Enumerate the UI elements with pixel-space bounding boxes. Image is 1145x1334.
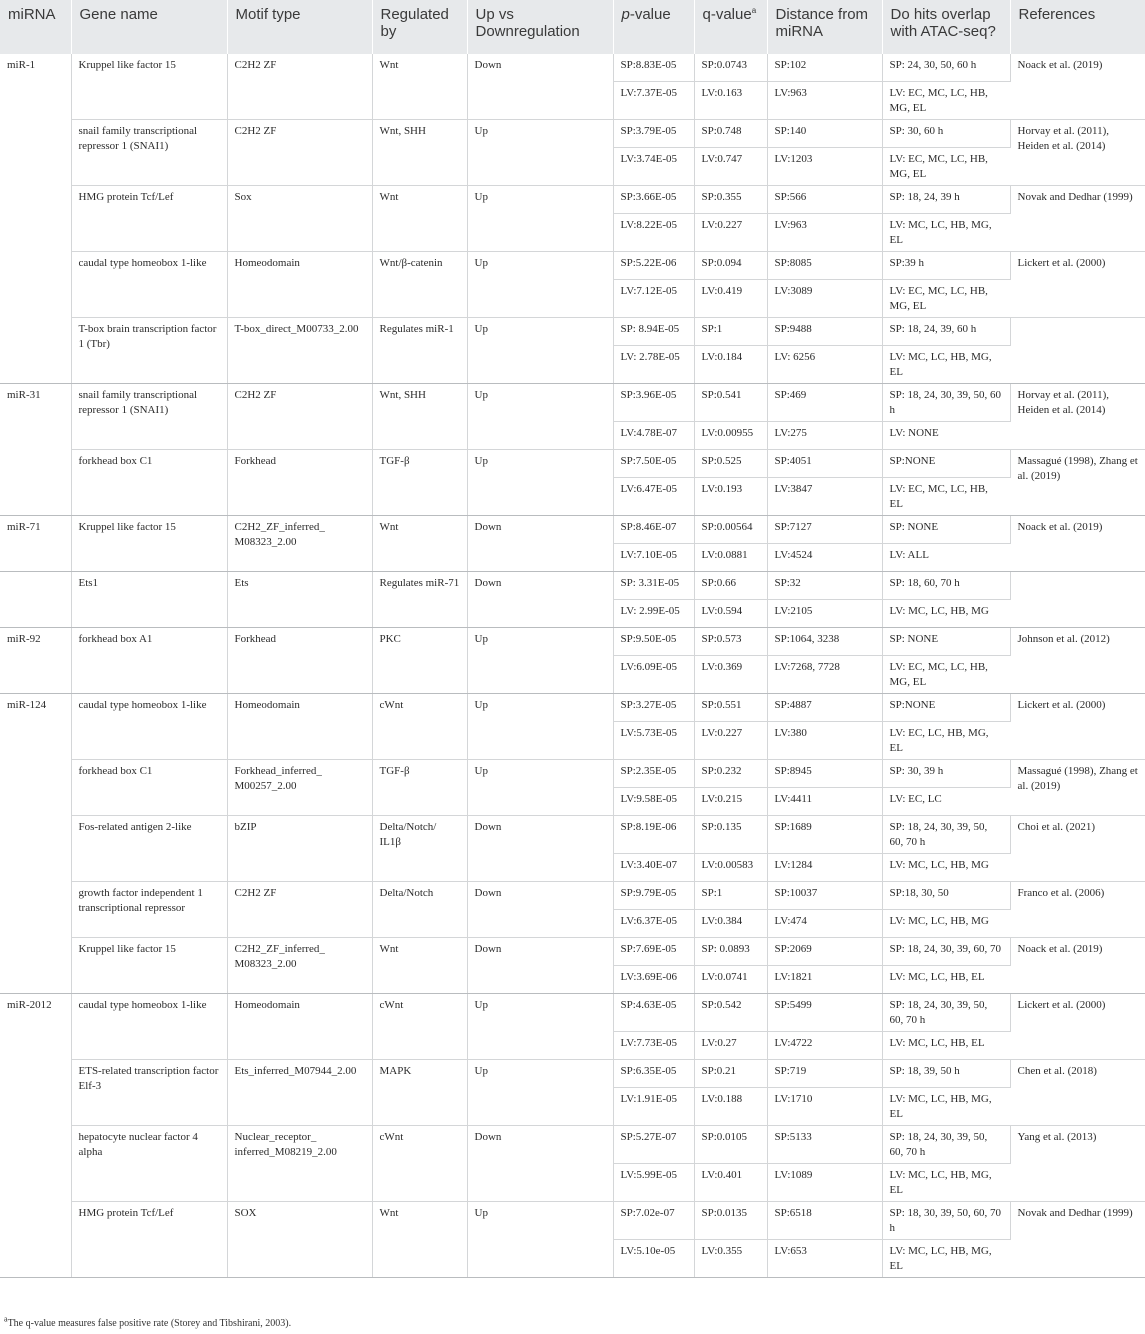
- distance-sp-cell: SP:5133: [767, 1126, 882, 1164]
- pvalue-lv-cell: LV:9.58E-05: [613, 788, 694, 816]
- up-down-cell: Up: [467, 186, 613, 252]
- qvalue-lv-cell: LV:0.00583: [694, 854, 767, 882]
- regulated-by-cell: Wnt, SHH: [372, 120, 467, 186]
- atac-sp-cell: SP: 18, 24, 30, 39, 50, 60, 70 h: [882, 994, 1010, 1032]
- pvalue-lv-cell: LV:1.91E-05: [613, 1088, 694, 1126]
- atac-lv-cell: LV: EC, MC, LC, HB, MG, EL: [882, 280, 1010, 318]
- up-down-cell: Down: [467, 938, 613, 994]
- table-row: [0, 1060, 1145, 1088]
- reference-cell: Massagué (1998), Zhang et al. (2019): [1010, 450, 1145, 516]
- reference-cell: Lickert et al. (2000): [1010, 694, 1145, 760]
- qvalue-sp-cell: SP:1: [694, 318, 767, 346]
- col-header-regulated: Regulated by: [372, 0, 467, 54]
- up-down-cell: Up: [467, 1202, 613, 1278]
- motif-type-cell: C2H2 ZF: [227, 882, 372, 938]
- gene-name-cell: caudal type homeobox 1-like: [71, 694, 227, 760]
- mirna-cell: miR-92: [0, 628, 71, 694]
- pvalue-sp-cell: SP:3.66E-05: [613, 186, 694, 214]
- gene-name-cell: Ets1: [71, 572, 227, 628]
- pvalue-lv-cell: LV: 2.99E-05: [613, 600, 694, 628]
- reference-cell: Noack et al. (2019): [1010, 938, 1145, 994]
- table-row: [0, 318, 1145, 346]
- reference-cell: [1010, 572, 1145, 628]
- motif-type-cell: Forkhead_inferred_ M00257_2.00: [227, 760, 372, 816]
- pvalue-sp-cell: SP:3.27E-05: [613, 694, 694, 722]
- distance-lv-cell: LV:4722: [767, 1032, 882, 1060]
- qvalue-sp-cell: SP: 0.0893: [694, 938, 767, 966]
- reference-cell: Choi et al. (2021): [1010, 816, 1145, 882]
- distance-lv-cell: LV:963: [767, 82, 882, 120]
- up-down-cell: Up: [467, 694, 613, 760]
- col-header-atac: Do hits overlap with ATAC-seq?: [882, 0, 1010, 54]
- motif-type-cell: C2H2_ZF_inferred_ M08323_2.00: [227, 516, 372, 572]
- atac-lv-cell: LV: MC, LC, HB, MG: [882, 910, 1010, 938]
- gene-name-cell: forkhead box C1: [71, 450, 227, 516]
- atac-sp-cell: SP: 18, 24, 30, 39, 50, 60, 70 h: [882, 816, 1010, 854]
- atac-sp-cell: SP: NONE: [882, 516, 1010, 544]
- qvalue-sp-cell: SP:0.551: [694, 694, 767, 722]
- qvalue-lv-cell: LV:0.215: [694, 788, 767, 816]
- regulated-by-cell: Wnt: [372, 938, 467, 994]
- up-down-cell: Up: [467, 994, 613, 1060]
- distance-sp-cell: SP:7127: [767, 516, 882, 544]
- pvalue-sp-cell: SP:3.79E-05: [613, 120, 694, 148]
- atac-lv-cell: LV: MC, LC, HB, EL: [882, 966, 1010, 994]
- qvalue-lv-cell: LV:0.184: [694, 346, 767, 384]
- motif-type-cell: C2H2_ZF_inferred_ M08323_2.00: [227, 938, 372, 994]
- motif-type-cell: Homeodomain: [227, 694, 372, 760]
- qvalue-lv-cell: LV:0.401: [694, 1164, 767, 1202]
- atac-sp-cell: SP: 18, 24, 39 h: [882, 186, 1010, 214]
- distance-lv-cell: LV: 6256: [767, 346, 882, 384]
- gene-name-cell: Kruppel like factor 15: [71, 54, 227, 120]
- qvalue-lv-cell: LV:0.193: [694, 478, 767, 516]
- motif-type-cell: Sox: [227, 186, 372, 252]
- motif-type-cell: bZIP: [227, 816, 372, 882]
- qvalue-sp-cell: SP:0.0135: [694, 1202, 767, 1240]
- table-row: [0, 516, 1145, 544]
- atac-lv-cell: LV: EC, MC, LC, HB, MG, EL: [882, 82, 1010, 120]
- pvalue-sp-cell: SP:6.35E-05: [613, 1060, 694, 1088]
- regulated-by-cell: Wnt: [372, 186, 467, 252]
- atac-sp-cell: SP: NONE: [882, 628, 1010, 656]
- pvalue-sp-cell: SP:8.19E-06: [613, 816, 694, 854]
- gene-name-cell: HMG protein Tcf/Lef: [71, 186, 227, 252]
- reference-cell: Lickert et al. (2000): [1010, 252, 1145, 318]
- gene-name-cell: forkhead box C1: [71, 760, 227, 816]
- atac-lv-cell: LV: MC, LC, HB, EL: [882, 1032, 1010, 1060]
- pvalue-sp-cell: SP: 8.94E-05: [613, 318, 694, 346]
- qvalue-sp-cell: SP:0.541: [694, 384, 767, 422]
- qvalue-sp-cell: SP:0.66: [694, 572, 767, 600]
- up-down-cell: Up: [467, 450, 613, 516]
- qvalue-sp-cell: SP:1: [694, 882, 767, 910]
- distance-sp-cell: SP:6518: [767, 1202, 882, 1240]
- motif-type-cell: C2H2 ZF: [227, 120, 372, 186]
- distance-lv-cell: LV:1203: [767, 148, 882, 186]
- qvalue-lv-cell: LV:0.594: [694, 600, 767, 628]
- atac-sp-cell: SP: 24, 30, 50, 60 h: [882, 54, 1010, 82]
- atac-lv-cell: LV: ALL: [882, 544, 1010, 572]
- atac-lv-cell: LV: MC, LC, HB, MG, EL: [882, 1088, 1010, 1126]
- atac-lv-cell: LV: EC, MC, LC, HB, MG, EL: [882, 656, 1010, 694]
- reference-cell: Novak and Dedhar (1999): [1010, 1202, 1145, 1278]
- motif-type-cell: C2H2 ZF: [227, 384, 372, 450]
- pvalue-lv-cell: LV: 2.78E-05: [613, 346, 694, 384]
- mirna-cell: miR-71: [0, 516, 71, 572]
- atac-sp-cell: SP: 18, 30, 39, 50, 60, 70 h: [882, 1202, 1010, 1240]
- atac-lv-cell: LV: MC, LC, HB, MG, EL: [882, 346, 1010, 384]
- pvalue-sp-cell: SP:9.79E-05: [613, 882, 694, 910]
- pvalue-lv-cell: LV:7.73E-05: [613, 1032, 694, 1060]
- regulated-by-cell: cWnt: [372, 1126, 467, 1202]
- reference-cell: Massagué (1998), Zhang et al. (2019): [1010, 760, 1145, 816]
- gene-name-cell: caudal type homeobox 1-like: [71, 252, 227, 318]
- qvalue-sp-cell: SP:0.135: [694, 816, 767, 854]
- col-header-references: References: [1010, 0, 1145, 54]
- table-row: [0, 384, 1145, 422]
- reference-cell: Yang et al. (2013): [1010, 1126, 1145, 1202]
- regulated-by-cell: Wnt: [372, 516, 467, 572]
- motif-type-cell: Forkhead: [227, 450, 372, 516]
- qvalue-lv-cell: LV:0.188: [694, 1088, 767, 1126]
- pvalue-sp-cell: SP:4.63E-05: [613, 994, 694, 1032]
- up-down-cell: Up: [467, 318, 613, 384]
- qvalue-lv-cell: LV:0.369: [694, 656, 767, 694]
- reference-cell: Lickert et al. (2000): [1010, 994, 1145, 1060]
- pvalue-lv-cell: LV:6.09E-05: [613, 656, 694, 694]
- up-down-cell: Down: [467, 816, 613, 882]
- table-row: [0, 694, 1145, 722]
- pvalue-lv-cell: LV:6.47E-05: [613, 478, 694, 516]
- table-row: [0, 882, 1145, 910]
- atac-lv-cell: LV: MC, LC, HB, MG, EL: [882, 1164, 1010, 1202]
- regulated-by-cell: TGF-β: [372, 760, 467, 816]
- regulated-by-cell: Wnt: [372, 54, 467, 120]
- pvalue-lv-cell: LV:3.69E-06: [613, 966, 694, 994]
- distance-sp-cell: SP:719: [767, 1060, 882, 1088]
- pvalue-sp-cell: SP:5.22E-06: [613, 252, 694, 280]
- p-rest: -value: [629, 6, 671, 23]
- distance-lv-cell: LV:275: [767, 422, 882, 450]
- qvalue-sp-cell: SP:0.748: [694, 120, 767, 148]
- distance-sp-cell: SP:4887: [767, 694, 882, 722]
- reference-cell: Johnson et al. (2012): [1010, 628, 1145, 694]
- gene-name-cell: hepatocyte nuclear factor 4 alpha: [71, 1126, 227, 1202]
- regulated-by-cell: MAPK: [372, 1060, 467, 1126]
- gene-name-cell: T-box brain transcription factor 1 (Tbr): [71, 318, 227, 384]
- header-row: [0, 0, 1145, 54]
- atac-lv-cell: LV: MC, LC, HB, MG, EL: [882, 214, 1010, 252]
- reference-cell: Franco et al. (2006): [1010, 882, 1145, 938]
- table-row: [0, 1126, 1145, 1164]
- table-body: [0, 54, 1145, 1278]
- atac-sp-cell: SP: 18, 60, 70 h: [882, 572, 1010, 600]
- col-header-motif: Motif type: [227, 0, 372, 54]
- distance-sp-cell: SP:1064, 3238: [767, 628, 882, 656]
- distance-lv-cell: LV:4411: [767, 788, 882, 816]
- qvalue-lv-cell: LV:0.419: [694, 280, 767, 318]
- table-row: [0, 450, 1145, 478]
- col-header-distance: Distance from miRNA: [767, 0, 882, 54]
- qvalue-lv-cell: LV:0.227: [694, 722, 767, 760]
- up-down-cell: Up: [467, 252, 613, 318]
- atac-sp-cell: SP: 30, 39 h: [882, 760, 1010, 788]
- qvalue-lv-cell: LV:0.27: [694, 1032, 767, 1060]
- q-footnote-mark: a: [751, 6, 757, 15]
- qvalue-sp-cell: SP:0.094: [694, 252, 767, 280]
- regulated-by-cell: Delta/Notch: [372, 882, 467, 938]
- atac-lv-cell: LV: MC, LC, HB, MG, EL: [882, 1240, 1010, 1278]
- up-down-cell: Down: [467, 516, 613, 572]
- pvalue-lv-cell: LV:5.73E-05: [613, 722, 694, 760]
- table-row: [0, 760, 1145, 788]
- col-header-gene: Gene name: [71, 0, 227, 54]
- regulated-by-cell: Regulates miR-1: [372, 318, 467, 384]
- atac-sp-cell: SP: 18, 24, 30, 39, 50, 60 h: [882, 384, 1010, 422]
- atac-lv-cell: LV: MC, LC, HB, MG: [882, 600, 1010, 628]
- pvalue-sp-cell: SP:3.96E-05: [613, 384, 694, 422]
- distance-lv-cell: LV:474: [767, 910, 882, 938]
- qvalue-lv-cell: LV:0.00955: [694, 422, 767, 450]
- table-row: [0, 252, 1145, 280]
- qvalue-sp-cell: SP:0.00564: [694, 516, 767, 544]
- reference-cell: Noack et al. (2019): [1010, 516, 1145, 572]
- up-down-cell: Down: [467, 54, 613, 120]
- pvalue-lv-cell: LV:6.37E-05: [613, 910, 694, 938]
- up-down-cell: Down: [467, 1126, 613, 1202]
- atac-sp-cell: SP: 18, 39, 50 h: [882, 1060, 1010, 1088]
- pvalue-sp-cell: SP:7.02e-07: [613, 1202, 694, 1240]
- atac-lv-cell: LV: EC, MC, LC, HB, MG, EL: [882, 148, 1010, 186]
- pvalue-sp-cell: SP:7.50E-05: [613, 450, 694, 478]
- pvalue-sp-cell: SP:8.83E-05: [613, 54, 694, 82]
- pvalue-lv-cell: LV:8.22E-05: [613, 214, 694, 252]
- table-row: [0, 54, 1145, 82]
- q-label: q-value: [702, 6, 752, 23]
- qvalue-sp-cell: SP:0.573: [694, 628, 767, 656]
- pvalue-lv-cell: LV:3.40E-07: [613, 854, 694, 882]
- distance-sp-cell: SP:8945: [767, 760, 882, 788]
- distance-lv-cell: LV:963: [767, 214, 882, 252]
- gene-name-cell: snail family transcriptional repressor 1 (SNAI1): [71, 120, 227, 186]
- up-down-cell: Up: [467, 384, 613, 450]
- distance-sp-cell: SP:2069: [767, 938, 882, 966]
- distance-sp-cell: SP:8085: [767, 252, 882, 280]
- reference-cell: Noack et al. (2019): [1010, 54, 1145, 120]
- distance-lv-cell: LV:4524: [767, 544, 882, 572]
- regulated-by-cell: Delta/Notch/ IL1β: [372, 816, 467, 882]
- table-row: [0, 572, 1145, 600]
- pvalue-sp-cell: SP:2.35E-05: [613, 760, 694, 788]
- regulated-by-cell: cWnt: [372, 994, 467, 1060]
- qvalue-lv-cell: LV:0.0881: [694, 544, 767, 572]
- gene-name-cell: Fos-related antigen 2-like: [71, 816, 227, 882]
- gene-name-cell: HMG protein Tcf/Lef: [71, 1202, 227, 1278]
- gene-name-cell: caudal type homeobox 1-like: [71, 994, 227, 1060]
- distance-lv-cell: LV:7268, 7728: [767, 656, 882, 694]
- motif-type-cell: Nuclear_receptor_ inferred_M08219_2.00: [227, 1126, 372, 1202]
- distance-sp-cell: SP:102: [767, 54, 882, 82]
- gene-name-cell: snail family transcriptional repressor 1 (SNAI1): [71, 384, 227, 450]
- atac-sp-cell: SP: 18, 24, 30, 39, 60, 70: [882, 938, 1010, 966]
- distance-sp-cell: SP:469: [767, 384, 882, 422]
- up-down-cell: Down: [467, 882, 613, 938]
- pvalue-lv-cell: LV:3.74E-05: [613, 148, 694, 186]
- regulated-by-cell: Wnt, SHH: [372, 384, 467, 450]
- footnote-mark: a: [4, 1314, 8, 1324]
- col-header-pvalue: [613, 0, 694, 54]
- atac-lv-cell: LV: EC, LC: [882, 788, 1010, 816]
- qvalue-sp-cell: SP:0.0743: [694, 54, 767, 82]
- motif-type-cell: Homeodomain: [227, 994, 372, 1060]
- motif-type-cell: Homeodomain: [227, 252, 372, 318]
- motif-type-cell: Ets: [227, 572, 372, 628]
- reference-cell: Novak and Dedhar (1999): [1010, 186, 1145, 252]
- atac-lv-cell: LV: EC, LC, HB, MG, EL: [882, 722, 1010, 760]
- pvalue-sp-cell: SP:7.69E-05: [613, 938, 694, 966]
- motif-type-cell: Ets_inferred_M07944_2.00: [227, 1060, 372, 1126]
- pvalue-lv-cell: LV:5.10e-05: [613, 1240, 694, 1278]
- mirna-cell: [0, 572, 71, 628]
- up-down-cell: Up: [467, 628, 613, 694]
- pvalue-sp-cell: SP:8.46E-07: [613, 516, 694, 544]
- distance-sp-cell: SP:32: [767, 572, 882, 600]
- table-row: [0, 120, 1145, 148]
- motif-type-cell: Forkhead: [227, 628, 372, 694]
- regulated-by-cell: Wnt/β-catenin: [372, 252, 467, 318]
- pvalue-lv-cell: LV:7.12E-05: [613, 280, 694, 318]
- table-row: [0, 938, 1145, 966]
- pvalue-lv-cell: LV:4.78E-07: [613, 422, 694, 450]
- atac-sp-cell: SP:39 h: [882, 252, 1010, 280]
- distance-lv-cell: LV:380: [767, 722, 882, 760]
- gene-name-cell: forkhead box A1: [71, 628, 227, 694]
- regulated-by-cell: PKC: [372, 628, 467, 694]
- qvalue-lv-cell: LV:0.0741: [694, 966, 767, 994]
- atac-sp-cell: SP:NONE: [882, 450, 1010, 478]
- gene-name-cell: Kruppel like factor 15: [71, 938, 227, 994]
- regulated-by-cell: cWnt: [372, 694, 467, 760]
- up-down-cell: Down: [467, 572, 613, 628]
- p-italic: p: [621, 6, 630, 23]
- qvalue-lv-cell: LV:0.355: [694, 1240, 767, 1278]
- atac-sp-cell: SP: 18, 24, 30, 39, 50, 60, 70 h: [882, 1126, 1010, 1164]
- atac-sp-cell: SP: 18, 24, 39, 60 h: [882, 318, 1010, 346]
- mirna-cell: miR-124: [0, 694, 71, 994]
- qvalue-lv-cell: LV:0.163: [694, 82, 767, 120]
- table-footnote: [4, 1314, 292, 1329]
- atac-sp-cell: SP: 30, 60 h: [882, 120, 1010, 148]
- distance-lv-cell: LV:1284: [767, 854, 882, 882]
- table-row: [0, 628, 1145, 656]
- table-row: [0, 816, 1145, 854]
- distance-lv-cell: LV:1089: [767, 1164, 882, 1202]
- atac-sp-cell: SP:NONE: [882, 694, 1010, 722]
- pvalue-lv-cell: LV:7.37E-05: [613, 82, 694, 120]
- reference-cell: Horvay et al. (2011), Heiden et al. (2014): [1010, 384, 1145, 450]
- regulated-by-cell: Wnt: [372, 1202, 467, 1278]
- col-header-qvalue: [694, 0, 767, 54]
- qvalue-lv-cell: LV:0.227: [694, 214, 767, 252]
- distance-sp-cell: SP:1689: [767, 816, 882, 854]
- distance-sp-cell: SP:9488: [767, 318, 882, 346]
- qvalue-sp-cell: SP:0.232: [694, 760, 767, 788]
- pvalue-sp-cell: SP: 3.31E-05: [613, 572, 694, 600]
- pvalue-lv-cell: LV:7.10E-05: [613, 544, 694, 572]
- distance-lv-cell: LV:653: [767, 1240, 882, 1278]
- distance-sp-cell: SP:5499: [767, 994, 882, 1032]
- up-down-cell: Up: [467, 760, 613, 816]
- mirna-cell: miR-1: [0, 54, 71, 384]
- pvalue-sp-cell: SP:5.27E-07: [613, 1126, 694, 1164]
- gene-name-cell: ETS-related transcription factor Elf-3: [71, 1060, 227, 1126]
- distance-lv-cell: LV:1710: [767, 1088, 882, 1126]
- col-header-mirna: miRNA: [0, 0, 71, 54]
- regulated-by-cell: TGF-β: [372, 450, 467, 516]
- footnote-text: The q-value measures false positive rate (Storey and Tibshirani, 2003).: [7, 1318, 292, 1329]
- distance-lv-cell: LV:3847: [767, 478, 882, 516]
- reference-cell: [1010, 318, 1145, 384]
- reference-cell: Horvay et al. (2011), Heiden et al. (2014): [1010, 120, 1145, 186]
- qvalue-sp-cell: SP:0.542: [694, 994, 767, 1032]
- distance-sp-cell: SP:10037: [767, 882, 882, 910]
- distance-sp-cell: SP:4051: [767, 450, 882, 478]
- distance-lv-cell: LV:2105: [767, 600, 882, 628]
- motif-type-cell: T-box_direct_M00733_2.00: [227, 318, 372, 384]
- atac-lv-cell: LV: MC, LC, HB, MG: [882, 854, 1010, 882]
- qvalue-sp-cell: SP:0.525: [694, 450, 767, 478]
- motif-type-cell: C2H2 ZF: [227, 54, 372, 120]
- pvalue-sp-cell: SP:9.50E-05: [613, 628, 694, 656]
- gene-name-cell: growth factor independent 1 transcriptional repressor: [71, 882, 227, 938]
- qvalue-sp-cell: SP:0.21: [694, 1060, 767, 1088]
- col-header-updown: Up vs Downregulation: [467, 0, 613, 54]
- qvalue-sp-cell: SP:0.0105: [694, 1126, 767, 1164]
- mirna-cell: miR-31: [0, 384, 71, 516]
- gene-name-cell: Kruppel like factor 15: [71, 516, 227, 572]
- table-row: [0, 1202, 1145, 1240]
- pvalue-lv-cell: LV:5.99E-05: [613, 1164, 694, 1202]
- atac-sp-cell: SP:18, 30, 50: [882, 882, 1010, 910]
- table-row: [0, 186, 1145, 214]
- qvalue-lv-cell: LV:0.747: [694, 148, 767, 186]
- distance-sp-cell: SP:140: [767, 120, 882, 148]
- motif-type-cell: SOX: [227, 1202, 372, 1278]
- up-down-cell: Up: [467, 120, 613, 186]
- up-down-cell: Up: [467, 1060, 613, 1126]
- table-row: [0, 994, 1145, 1032]
- atac-lv-cell: LV: NONE: [882, 422, 1010, 450]
- distance-sp-cell: SP:566: [767, 186, 882, 214]
- qvalue-lv-cell: LV:0.384: [694, 910, 767, 938]
- reference-cell: Chen et al. (2018): [1010, 1060, 1145, 1126]
- distance-lv-cell: LV:1821: [767, 966, 882, 994]
- qvalue-sp-cell: SP:0.355: [694, 186, 767, 214]
- mirna-cell: miR-2012: [0, 994, 71, 1278]
- regulated-by-cell: Regulates miR-71: [372, 572, 467, 628]
- atac-lv-cell: LV: EC, MC, LC, HB, EL: [882, 478, 1010, 516]
- distance-lv-cell: LV:3089: [767, 280, 882, 318]
